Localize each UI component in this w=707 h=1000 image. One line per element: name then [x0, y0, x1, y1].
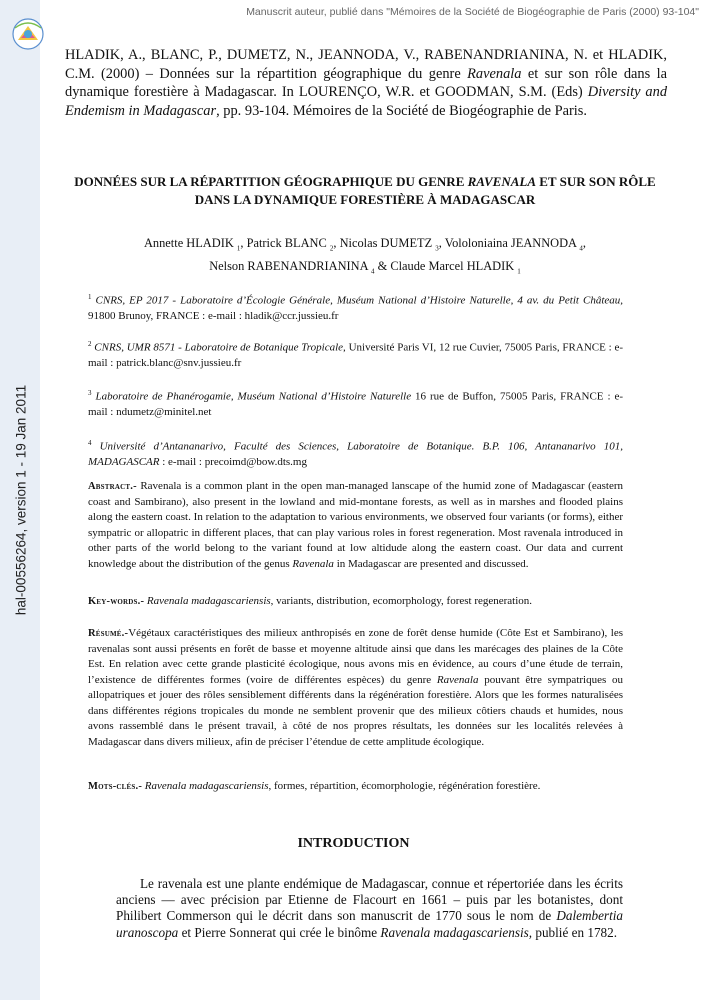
- introduction-heading: INTRODUCTION: [297, 836, 410, 851]
- resume: Résumé.-Végétaux caractéristiques des milieux anthropisés en zone de forêt dense humide (Côte Est et Sambirano), les ravenalas sont aussi présents en forêt de basse et moyenne altitude ainsi que dans les marécages des plaines de la Côte Est. En relation avec cette grande plasticité écologique, nous avons mis en évidence, au cours d’une étude de terrain, l’existence de différentes formes (voire de différentes espèces) du genre Ravenala pouvant être sympatriques ou allopatriques et jouer des rôles sensiblement différents dans la régénération forestière. Alors que les formes naturalisées dans différentes régions tropicales du monde ne semblent provenir que des milieux côtiers chauds et humides, nous avons rassemblé dans le présent travail, à côté de nos propres résultats, les données sur les localités relevées à Madagascar dans divers milieux, afin de préciser l’étendue de cette amplitude écologique.: [88, 627, 623, 748]
- paper-title: DONNÉES SUR LA RÉPARTITION GÉOGRAPHIQUE DU GENRE RAVENALA ET SUR SON RÔLE DANS LA DYNAMIQUE FORESTIÈRE À MADAGASCAR: [74, 174, 656, 207]
- hal-archives-ouvertes-logo: [6, 14, 58, 54]
- author: Nelson RABENANDRIANINA $_4$ &: [209, 258, 391, 276]
- keywords: Key-words.- Ravenala madagascariensis, variants, distribution, ecomorphology, forest regeneration.: [88, 595, 533, 607]
- author: Vololoniaina JEANNODA $_4$,: [444, 236, 587, 253]
- abstract: Abstract.- Ravenala is a common plant in the open man-managed lanscape of the humid zone of Madagascar (eastern coast and Sambirano), also present in the lowland and mid-montane forests, as well as in marshes and flooded plains along the eastern coast. In relation to the adaptation to various environments, we observed four variants (or forms), either sympatric or allopatric in different places, that can play various roles in forest regeneration. Most ravenala introduced in other parts of the world belong to the variant found at low altidude along the eastern coast. Our data and current knowledge about the distribution of the genus Ravenala in Madagascar are presented and discussed.: [88, 480, 623, 570]
- affiliation-3: $^3$ Laboratoire de Phanérogamie, Muséum National d’Histoire Naturelle 16 rue de Buffon, 75005 Paris, FRANCE : e-mail : ndumetz@minitel.net: [88, 389, 624, 419]
- header-note: Manuscrit auteur, publié dans "Mémoires de la Société de Biogéographie de Paris (2000) 93-104": [246, 6, 699, 18]
- author: Claude Marcel HLADIK $_1$: [390, 258, 521, 276]
- author: Nicolas DUMETZ $_3$,: [339, 236, 445, 253]
- hal-identifier: hal-00556264, version 1 - 19 Jan 2011: [13, 384, 29, 616]
- affiliation-2: $^2$ CNRS, UMR 8571 - Laboratoire de Botanique Tropicale, Université Paris VI, 12 rue Cuvier, 75005 Paris, FRANCE : e-mail : patrick.blanc@snv.jussieu.fr: [88, 340, 623, 370]
- affiliation-4: $^4$ Université d’Antananarivo, Faculté des Sciences, Laboratoire de Botanique. B.P. 106, Antananarivo 101, MADAGASCAR : e-mail : precoimd@bow.dts.mg: [88, 439, 623, 469]
- affiliation-1: $^1$ CNRS, EP 2017 - Laboratoire d’Écologie Générale, Muséum National d’Histoire Naturelle, 4 av. du Petit Château, 91800 Brunoy, FRANCE : e-mail : hladik@ccr.jussieu.fr: [88, 293, 624, 323]
- author: Annette HLADIK $_1$,: [143, 236, 247, 253]
- author: Patrick BLANC $_2$,: [246, 236, 340, 253]
- mots-cles: Mots-clés.- Ravenala madagascariensis, formes, répartition, écomorphologie, régénération forestière.: [88, 780, 541, 792]
- citation: HLADIK, A., BLANC, P., DUMETZ, N., JEANNODA, V., RABENANDRIANINA, N. et HLADIK, C.M. (2000) – Données sur la répartition géographique du genre Ravenala et sur son rôle dans la dynamique forestière à Madagascar. In LOURENÇO, W.R. et GOODMAN, S.M. (Eds) Diversity and Endemism in Madagascar, pp. 93-104. Mémoires de la Société de Biogéographie de Paris.: [65, 47, 668, 119]
- introduction-paragraph: Le ravenala est une plante endémique de Madagascar, connue et répertoriée dans les écrits anciens — avec précision par Etienne de Flacourt en 1661 – puis par les botanistes, dont Philibert Commerson qui le décrit dans son manuscrit de 1770 sous le nom de Dalembertia uranoscopa et Pierre Sonnerat qui crée le binôme Ravenala madagascariensis, publié en 1782.: [116, 876, 623, 940]
- author-list: [55, 235, 675, 281]
